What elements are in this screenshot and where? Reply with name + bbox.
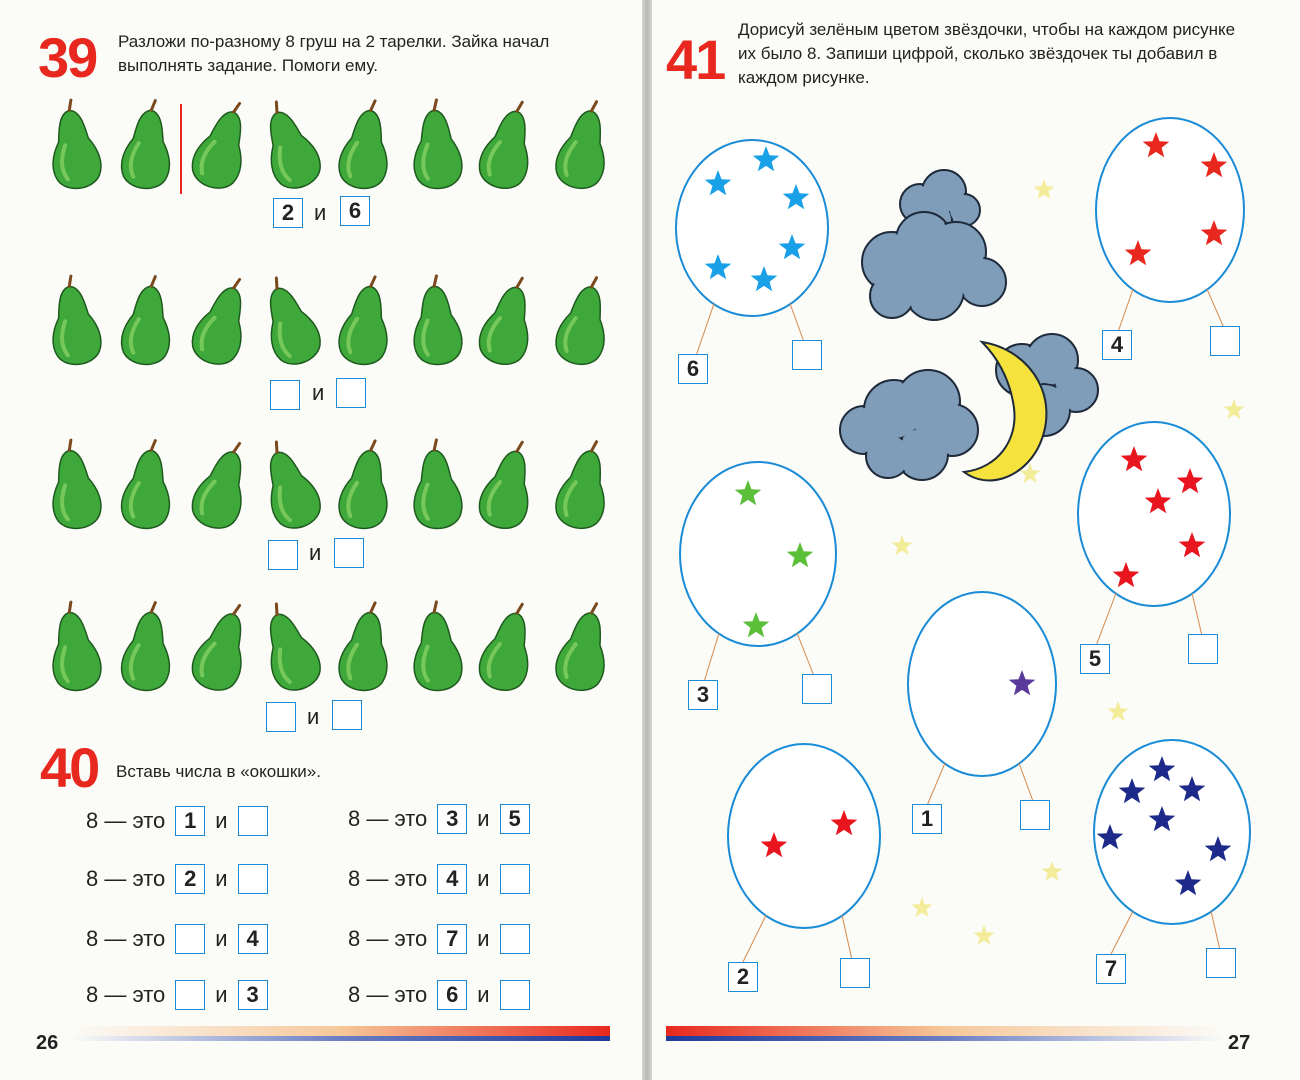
pear-icon (256, 96, 326, 196)
balloon5-answer-box[interactable] (1188, 634, 1218, 664)
eq-box-b[interactable]: 4 (238, 924, 268, 954)
balloon7-value-box[interactable]: 7 (1096, 954, 1126, 984)
faint-star-icon (1042, 861, 1063, 881)
pear-icon (330, 96, 400, 196)
eq-label: 8 — это (348, 866, 428, 891)
eq-label: 8 — это (348, 926, 428, 951)
pear-icon (402, 272, 472, 372)
eq-conj: и (215, 926, 228, 951)
footer-bar-orange (70, 1026, 610, 1036)
pear-icon (402, 96, 472, 196)
task-41-text: Дорисуй зелёным цветом звёздочки, чтобы на каждом рисунке их было 8. Запиши цифрой, сколько звёздочек ты добавил в каждом рисунке. (738, 20, 1236, 87)
balloon-string (704, 633, 719, 682)
balloon-string (1192, 593, 1202, 636)
balloon3-value-box[interactable]: 3 (688, 680, 718, 710)
eq-box-b[interactable] (238, 864, 268, 894)
pear-icon (186, 598, 256, 698)
eq-box-b[interactable] (500, 980, 530, 1010)
page-left (0, 0, 642, 1080)
task39-row1-box-right[interactable]: 6 (340, 196, 370, 226)
footer-bar-blue (666, 1036, 1226, 1041)
page-number-left: 26 (36, 1032, 59, 1054)
pear-icon (472, 272, 542, 372)
footer-bar-orange (666, 1026, 1226, 1036)
balloon-string (1118, 289, 1133, 332)
eq-conj: и (477, 926, 490, 951)
balloon2-answer-box[interactable] (1210, 326, 1240, 356)
balloon-6 (728, 744, 880, 928)
task39-row3-box-right[interactable] (334, 538, 364, 568)
eq-label: 8 — это (86, 866, 166, 891)
task39-row2-box-right[interactable] (336, 378, 366, 408)
eq-box-a[interactable] (175, 980, 205, 1010)
task-39-number: 39 (38, 26, 97, 89)
task39-row3-conj: и (309, 540, 322, 565)
pear-icon (330, 598, 400, 698)
task39-row3-box-left[interactable] (268, 540, 298, 570)
balloon-string (1110, 911, 1133, 956)
pear-icon (548, 436, 618, 536)
eq-label: 8 — это (86, 808, 166, 833)
balloon4-value-box[interactable]: 1 (912, 804, 942, 834)
faint-star-icon (1108, 701, 1129, 721)
eq-box-a[interactable]: 3 (437, 804, 467, 834)
balloon5-value-box[interactable]: 5 (1080, 644, 1110, 674)
eq-left-4 (86, 980, 268, 1010)
pear-icon (40, 96, 110, 196)
eq-right-4 (348, 980, 530, 1010)
balloon-string (926, 763, 945, 808)
eq-box-b[interactable] (238, 806, 268, 836)
eq-box-b[interactable] (500, 924, 530, 954)
balloon-5 (1078, 422, 1230, 606)
balloon4-answer-box[interactable] (1020, 800, 1050, 830)
eq-left-1 (86, 806, 268, 836)
eq-box-b[interactable]: 5 (500, 804, 530, 834)
eq-label: 8 — это (348, 982, 428, 1007)
pear-icon (40, 598, 110, 698)
eq-conj: и (477, 982, 490, 1007)
eq-right-1 (348, 804, 530, 834)
pear-icon (112, 272, 182, 372)
pear-icon (472, 96, 542, 196)
balloon2-value-box[interactable]: 4 (1102, 330, 1132, 360)
eq-box-a[interactable] (175, 924, 205, 954)
balloon1-answer-box[interactable] (792, 340, 822, 370)
eq-box-a[interactable]: 1 (175, 806, 205, 836)
pear-icon (112, 96, 182, 196)
task39-row1-box-left[interactable]: 2 (273, 198, 303, 228)
pear-icon (186, 436, 256, 536)
eq-left-2 (86, 864, 268, 894)
eq-conj: и (477, 806, 490, 831)
balloon6-value-box[interactable]: 2 (728, 962, 758, 992)
cloud-medium (862, 212, 1006, 320)
eq-conj: и (215, 808, 228, 833)
task39-row1-conj: и (314, 200, 327, 225)
page-right (652, 0, 1300, 1080)
balloon3-answer-box[interactable] (802, 674, 832, 704)
eq-label: 8 — это (86, 982, 166, 1007)
page-number-right: 27 (1228, 1032, 1251, 1054)
task-39-text: Разложи по-разному 8 груш на 2 тарелки. Зайка начал выполнять задание. Помоги ему. (118, 32, 550, 75)
task39-row2-conj: и (312, 380, 325, 405)
task39-row4-box-left[interactable] (266, 702, 296, 732)
balloon1-value-box[interactable]: 6 (678, 354, 708, 384)
task39-row4-conj: и (307, 704, 320, 729)
pear-icon (402, 598, 472, 698)
footer-bar-blue (70, 1036, 610, 1041)
eq-box-b[interactable]: 3 (238, 980, 268, 1010)
balloon-2 (1096, 118, 1244, 302)
eq-right-3 (348, 924, 530, 954)
balloon-string (1019, 763, 1034, 804)
eq-right-2 (348, 864, 530, 894)
pear-icon (40, 436, 110, 536)
eq-box-b[interactable] (500, 864, 530, 894)
pear-icon (256, 436, 326, 536)
task-41-number: 41 (666, 28, 725, 91)
pear-icon (330, 272, 400, 372)
balloon-string (696, 304, 714, 356)
cloud-large (840, 370, 978, 480)
eq-box-a[interactable]: 4 (437, 864, 467, 894)
pear-icon (186, 272, 256, 372)
balloon-string (742, 915, 766, 964)
faint-star-icon (892, 535, 913, 555)
pear-icon (40, 272, 110, 372)
eq-conj: и (215, 982, 228, 1007)
task-40-number: 40 (40, 736, 99, 799)
balloon-string (1207, 289, 1224, 328)
pear-icon (256, 598, 326, 698)
night-illustration (652, 0, 1300, 1080)
faint-star-icon (974, 925, 995, 945)
task-40-text: Вставь числа в «окошки». (116, 762, 321, 781)
balloon-string (1211, 911, 1220, 950)
pear-icon (472, 436, 542, 536)
pear-icon (472, 598, 542, 698)
eq-box-a[interactable]: 2 (175, 864, 205, 894)
eq-box-a[interactable]: 6 (437, 980, 467, 1010)
balloon-string (1096, 593, 1116, 646)
faint-star-icon (1034, 179, 1055, 199)
pear-icon (548, 272, 618, 372)
eq-box-a[interactable]: 7 (437, 924, 467, 954)
balloon-string (790, 304, 804, 342)
pear-icon (186, 96, 256, 196)
balloon-4 (908, 592, 1056, 776)
balloon-string (797, 633, 814, 676)
pear-icon (112, 598, 182, 698)
faint-star-icon (912, 897, 933, 917)
book-spine (642, 0, 652, 1080)
eq-label: 8 — это (86, 926, 166, 951)
pear-icon (402, 436, 472, 536)
eq-label: 8 — это (348, 806, 428, 831)
balloon-1 (676, 140, 828, 316)
balloon-string (842, 915, 852, 960)
balloon7-answer-box[interactable] (1206, 948, 1236, 978)
pear-icon (548, 96, 618, 196)
eq-conj: и (215, 866, 228, 891)
pear-icon (256, 272, 326, 372)
balloon6-answer-box[interactable] (840, 958, 870, 988)
pear-icon (330, 436, 400, 536)
task39-row4-box-right[interactable] (332, 700, 362, 730)
eq-left-3 (86, 924, 268, 954)
pear-icon (112, 436, 182, 536)
task39-row2-box-left[interactable] (270, 380, 300, 410)
faint-star-icon (1224, 399, 1245, 419)
pear-icon (548, 598, 618, 698)
eq-conj: и (477, 866, 490, 891)
